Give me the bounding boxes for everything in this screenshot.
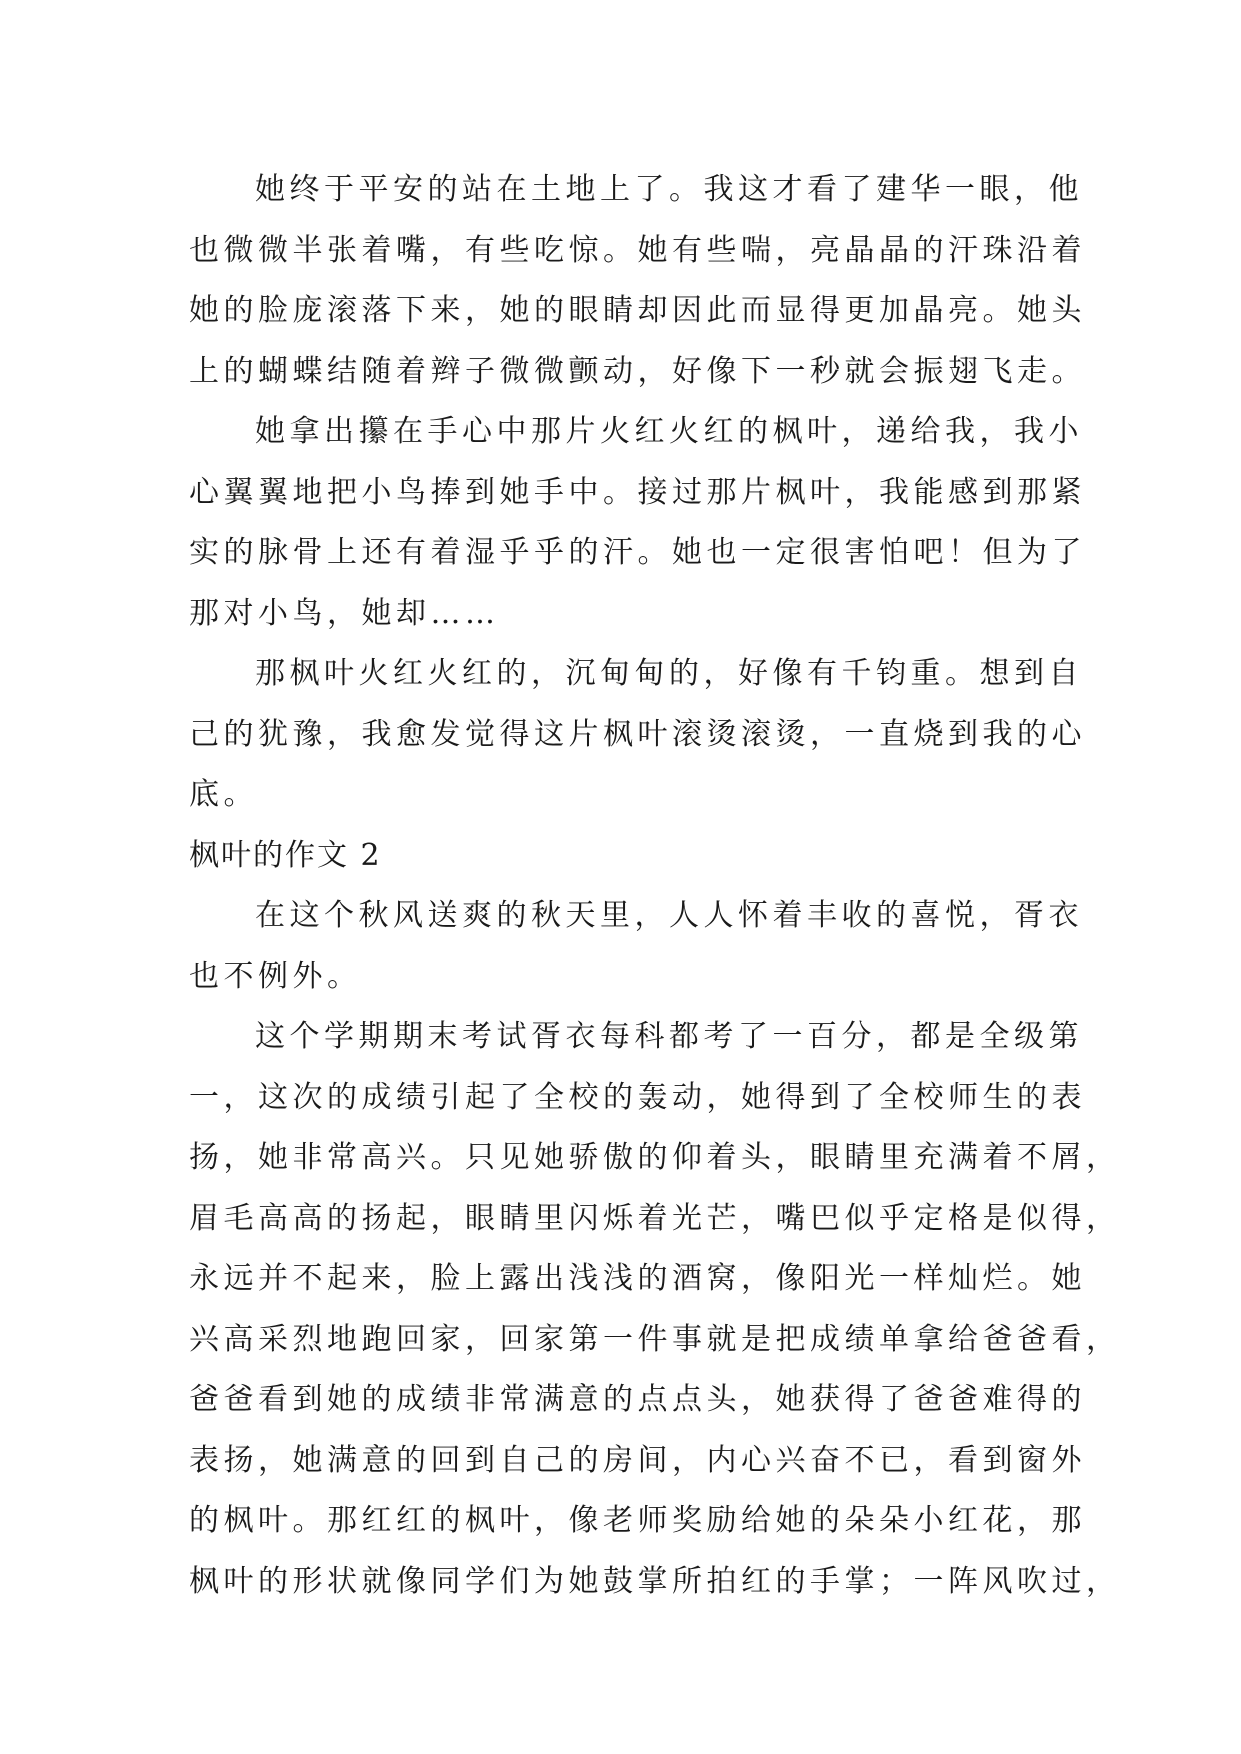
text-line: 己的犹豫，我愈发觉得这片枫叶滚烫滚烫，一直烧到我的心 bbox=[189, 716, 1086, 752]
paragraph bbox=[189, 402, 1086, 644]
paragraph bbox=[189, 1007, 1121, 1612]
section-heading bbox=[189, 826, 1069, 887]
text-line: 她的脸庞滚落下来，她的眼睛却因此而显得更加晶亮。她头 bbox=[189, 293, 1086, 328]
text-line: 兴高采烈地跑回家，回家第一件事就是把成绩单拿给爸爸看， bbox=[189, 1321, 1121, 1357]
text-line: 那枫叶火红火红的，沉甸甸的，好像有千钧重。想到自 bbox=[255, 656, 1083, 691]
text-line: 眉毛高高的扬起，眼睛里闪烁着光芒，嘴巴似乎定格是似得， bbox=[189, 1200, 1121, 1236]
document-body bbox=[189, 160, 1121, 1612]
text-line: 表扬，她满意的回到自己的房间，内心兴奋不已，看到窗外 bbox=[189, 1442, 1086, 1478]
text-line: 一，这次的成绩引起了全校的轰动，她得到了全校师生的表 bbox=[189, 1079, 1086, 1115]
paragraph bbox=[189, 160, 1086, 402]
text-line: 爸爸看到她的成绩非常满意的点点头，她获得了爸爸难得的 bbox=[189, 1382, 1086, 1417]
paragraph bbox=[189, 644, 1086, 826]
text-line: 上的蝴蝶结随着辫子微微颤动，好像下一秒就会振翅飞走。 bbox=[189, 353, 1086, 389]
text-line: 在这个秋风送爽的秋天里，人人怀着丰收的喜悦，胥衣 bbox=[255, 898, 1083, 933]
text-line: 的枫叶。那红红的枫叶，像老师奖励给她的朵朵小红花，那 bbox=[189, 1503, 1086, 1538]
text-line: 扬，她非常高兴。只见她骄傲的仰着头，眼睛里充满着不屑， bbox=[189, 1140, 1121, 1175]
heading-line: 枫叶的作文 2 bbox=[189, 837, 382, 873]
text-line: 也微微半张着嘴，有些吃惊。她有些喘，亮晶晶的汗珠沿着 bbox=[189, 232, 1086, 268]
text-line: 她拿出攥在手心中那片火红火红的枫叶，递给我，我小 bbox=[255, 414, 1083, 449]
text-line: 这个学期期末考试胥衣每科都考了一百分，都是全级第 bbox=[255, 1019, 1083, 1054]
paragraph bbox=[189, 886, 1083, 1007]
text-line: 她终于平安的站在土地上了。我这才看了建华一眼，他 bbox=[255, 172, 1083, 207]
text-line: 那对小鸟，她却…… bbox=[189, 595, 500, 631]
text-line: 枫叶的形状就像同学们为她鼓掌所拍红的手掌；一阵风吹过， bbox=[189, 1563, 1121, 1599]
text-line: 永远并不起来，脸上露出浅浅的酒窝，像阳光一样灿烂。她 bbox=[189, 1261, 1086, 1296]
text-line: 也不例外。 bbox=[189, 958, 362, 994]
text-line: 心翼翼地把小鸟捧到她手中。接过那片枫叶，我能感到那紧 bbox=[189, 474, 1086, 510]
text-line: 实的脉骨上还有着湿乎乎的汗。她也一定很害怕吧！但为了 bbox=[189, 535, 1086, 570]
text-line: 底。 bbox=[189, 777, 258, 812]
